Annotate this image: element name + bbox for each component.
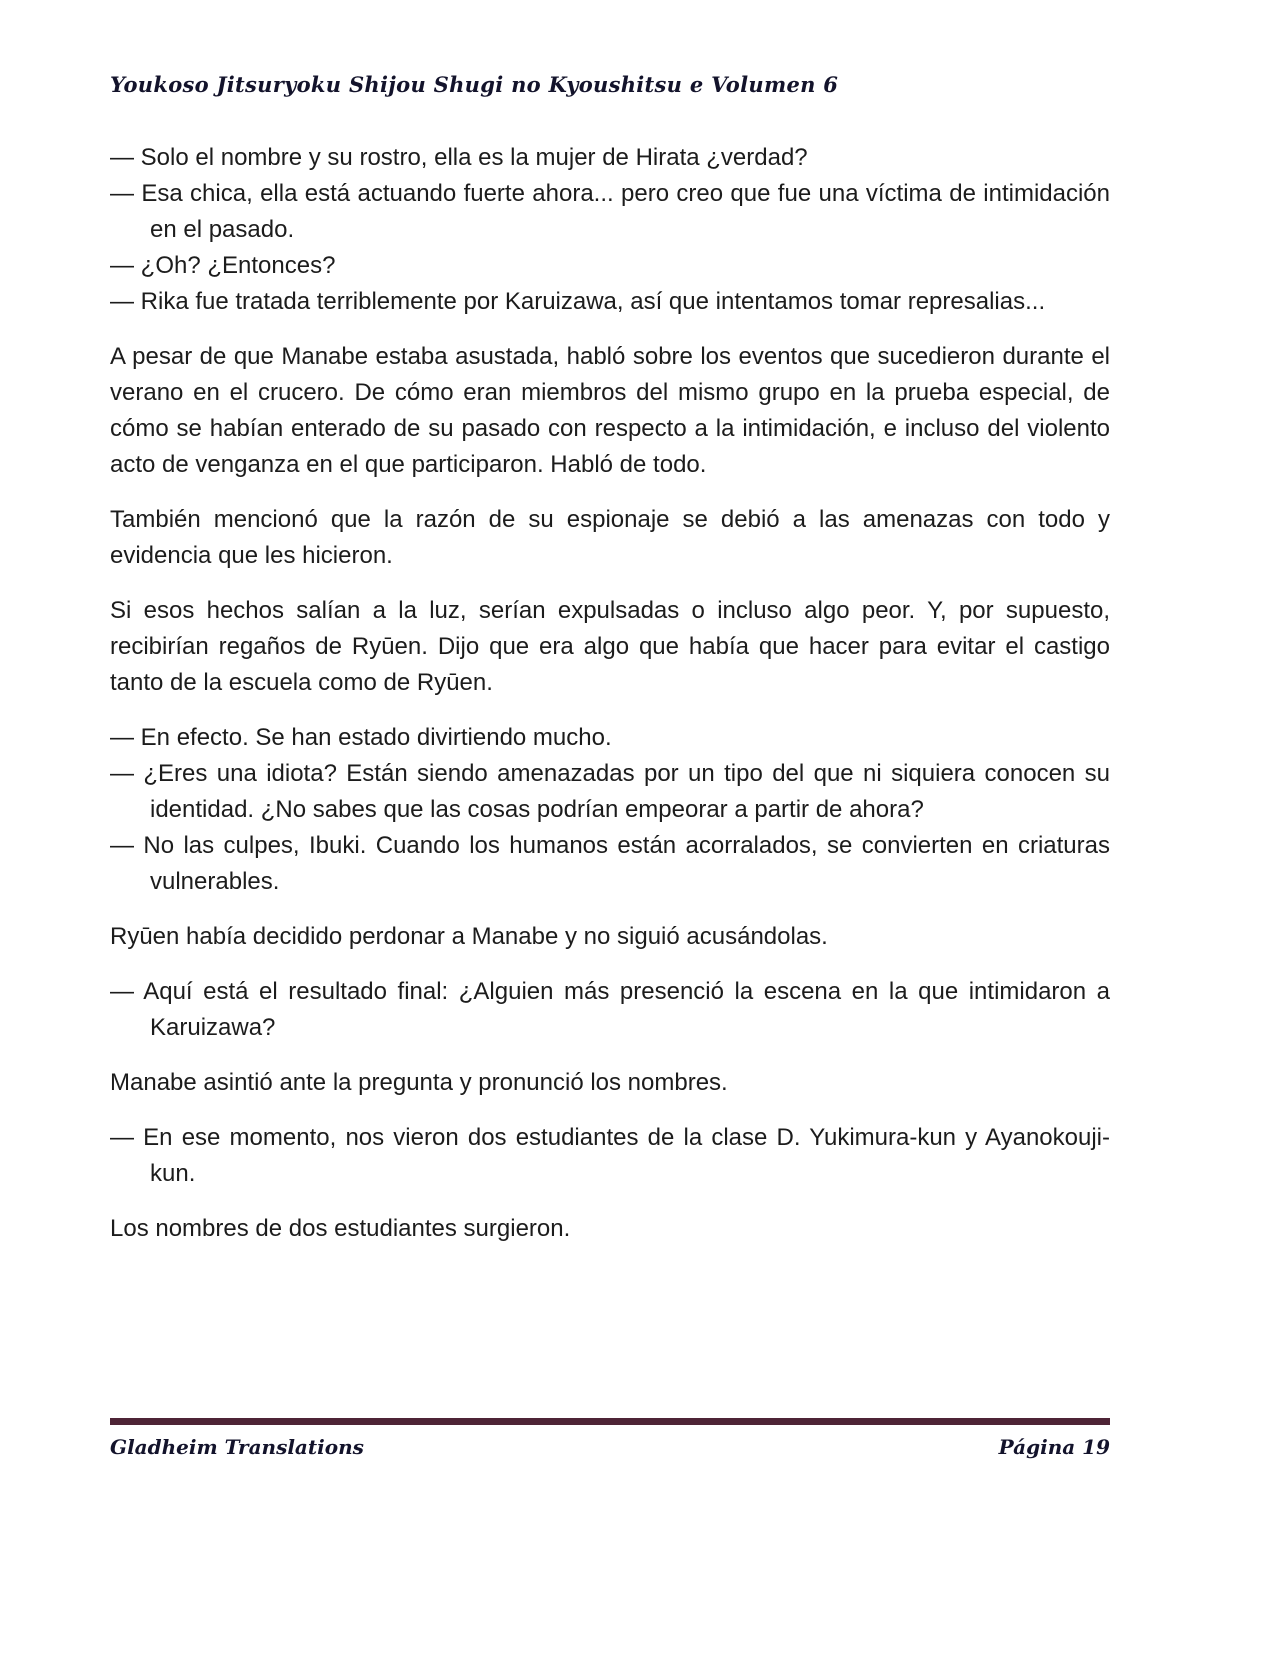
dialogue-line: — Rika fue tratada terriblemente por Karuizawa, así que intentamos tomar represalias... bbox=[110, 288, 1046, 315]
paragraph: A pesar de que Manabe estaba asustada, habló sobre los eventos que sucedieron durante el verano en el crucero. De cómo eran miembros del mismo grupo en la prueba especial, de cómo se habían enterado de su pasado con respecto a la intimidación, e incluso del violento acto de venganza en el que participaron. Habló de todo. bbox=[110, 343, 1110, 478]
paragraph: Ryūen había decidido perdonar a Manabe y no siguió acusándolas. bbox=[110, 923, 828, 950]
dialogue-line: — Aquí está el resultado final: ¿Alguien más presenció la escena en la que intimidaron a Karuizawa? bbox=[110, 978, 1110, 1041]
paragraph: Manabe asintió ante la pregunta y pronunció los nombres. bbox=[110, 1069, 728, 1096]
dialogue-line: — En ese momento, nos vieron dos estudiantes de la clase D. Yukimura-kun y Ayanokouji-kun. bbox=[110, 1124, 1110, 1187]
footer-rule bbox=[110, 1418, 1110, 1425]
paragraph: Los nombres de dos estudiantes surgieron. bbox=[110, 1215, 571, 1242]
dialogue-line: — En efecto. Se han estado divirtiendo mucho. bbox=[110, 724, 612, 751]
footer-page-number: Página 19 bbox=[998, 1435, 1110, 1459]
footer-row bbox=[110, 1435, 1110, 1459]
page-header bbox=[110, 72, 1110, 97]
dialogue-line: — ¿Eres una idiota? Están siendo amenazadas por un tipo del que ni siquiera conocen su identidad. ¿No sabes que las cosas podrían empeorar a partir de ahora? bbox=[110, 760, 1110, 823]
paragraph: Si esos hechos salían a la luz, serían expulsadas o incluso algo peor. Y, por supuesto, recibirían regaños de Ryūen. Dijo que era algo que había que hacer para evitar el castigo tanto de la escuela como de Ryūen. bbox=[110, 597, 1110, 696]
page-footer bbox=[110, 1418, 1110, 1459]
dialogue-line: — ¿Oh? ¿Entonces? bbox=[110, 252, 336, 279]
dialogue-line: — No las culpes, Ibuki. Cuando los humanos están acorralados, se convierten en criaturas vulnerables. bbox=[110, 832, 1110, 895]
paragraph: También mencionó que la razón de su espionaje se debió a las amenazas con todo y evidencia que les hicieron. bbox=[110, 506, 1110, 569]
header-title: Youkoso Jitsuryoku Shijou Shugi no Kyoushitsu e Volumen 6 bbox=[110, 72, 839, 97]
footer-translator-credit: Gladheim Translations bbox=[110, 1435, 364, 1459]
content-blocks bbox=[110, 140, 1110, 1266]
dialogue-line: — Esa chica, ella está actuando fuerte ahora... pero creo que fue una víctima de intimidación en el pasado. bbox=[110, 180, 1110, 243]
dialogue-line: — Solo el nombre y su rostro, ella es la mujer de Hirata ¿verdad? bbox=[110, 144, 808, 171]
